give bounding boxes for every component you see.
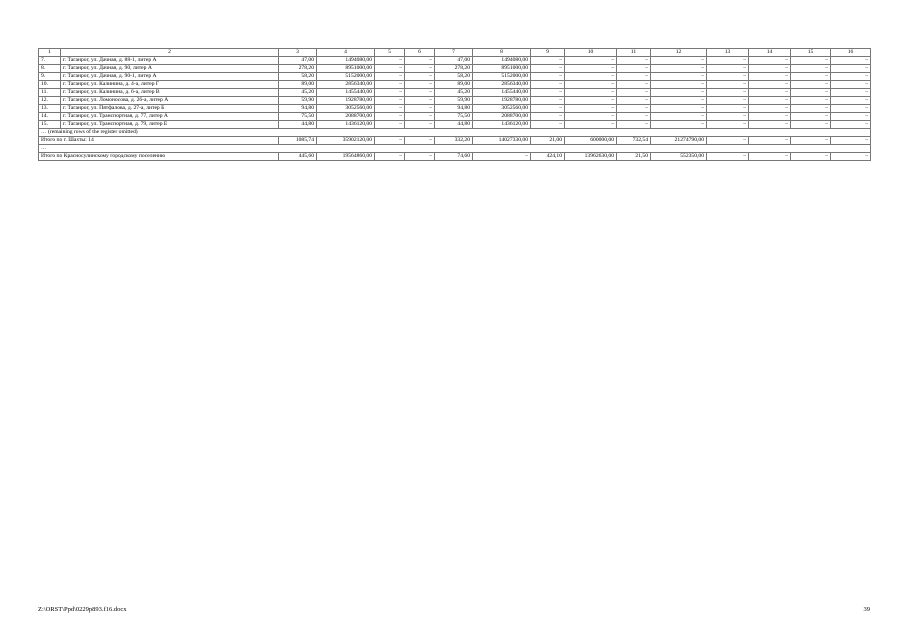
table-cell: – bbox=[375, 97, 405, 105]
table-cell: 1494080,00 bbox=[317, 57, 375, 65]
column-number: 2 bbox=[61, 49, 279, 57]
table-cell: – bbox=[749, 65, 791, 73]
table-cell: – bbox=[791, 153, 831, 161]
table-cell: г. Таганрог, ул. Калинина, д. 4-а, литер Г bbox=[61, 81, 279, 89]
table-cell: – bbox=[565, 65, 617, 73]
table-cell: – bbox=[749, 89, 791, 97]
table-cell: – bbox=[831, 137, 871, 145]
table-cell: – bbox=[617, 97, 651, 105]
table-cell: 75,50 bbox=[435, 113, 473, 121]
table-cell: 5152000,00 bbox=[473, 73, 531, 81]
table-cell: 1436120,00 bbox=[317, 121, 375, 129]
table-cell: 600000,00 bbox=[565, 137, 617, 145]
table-cell: г. Таганрог, ул. Ломоносова, д. 26-а, литер А bbox=[61, 97, 279, 105]
column-number: 5 bbox=[375, 49, 405, 57]
table-cell: – bbox=[531, 65, 565, 73]
table-cell: – bbox=[617, 57, 651, 65]
table-cell: – bbox=[791, 121, 831, 129]
table-cell: 59,90 bbox=[279, 97, 317, 105]
table-cell: – bbox=[565, 73, 617, 81]
table-cell: – bbox=[617, 73, 651, 81]
table-cell: – bbox=[405, 137, 435, 145]
table-row bbox=[39, 65, 871, 73]
table-cell: – bbox=[617, 105, 651, 113]
table-cell: – bbox=[707, 137, 749, 145]
table-cell: 552350,00 bbox=[651, 153, 707, 161]
table-cell: 75,50 bbox=[279, 113, 317, 121]
table-cell: – bbox=[791, 137, 831, 145]
table-cell: 3052560,00 bbox=[317, 105, 375, 113]
total-row bbox=[39, 153, 871, 161]
table-cell: 44,80 bbox=[279, 121, 317, 129]
table-cell: 11. bbox=[39, 89, 61, 97]
table-cell: – bbox=[651, 73, 707, 81]
table-cell: – bbox=[565, 97, 617, 105]
table-cell: – bbox=[651, 113, 707, 121]
table-cell: – bbox=[617, 121, 651, 129]
table-cell: – bbox=[531, 121, 565, 129]
table-row bbox=[39, 89, 871, 97]
table-cell: – bbox=[617, 89, 651, 97]
table-cell: 89,00 bbox=[435, 81, 473, 89]
table-cell: – bbox=[375, 89, 405, 97]
table-cell: – bbox=[531, 73, 565, 81]
table-cell: – bbox=[405, 113, 435, 121]
table-cell: – bbox=[831, 65, 871, 73]
table-cell: – bbox=[707, 97, 749, 105]
table-cell: – bbox=[651, 89, 707, 97]
table-cell: – bbox=[791, 105, 831, 113]
table-cell: – bbox=[405, 65, 435, 73]
register-table bbox=[38, 48, 871, 161]
column-number: 6 bbox=[405, 49, 435, 57]
table-cell: 13962630,00 bbox=[565, 153, 617, 161]
table-cell: г. Таганрог, ул. Транспортная, д. 77, литер А bbox=[61, 113, 279, 121]
table-cell: г. Таганрог, ул. Дачная, д. 90-1, литер А bbox=[61, 73, 279, 81]
table-row bbox=[39, 105, 871, 113]
table-cell: – bbox=[707, 73, 749, 81]
table-cell: – bbox=[707, 57, 749, 65]
table-cell: 2088700,00 bbox=[317, 113, 375, 121]
table-cell: 445,60 bbox=[279, 153, 317, 161]
table-cell: – bbox=[531, 113, 565, 121]
table-cell: – bbox=[791, 113, 831, 121]
table-row bbox=[39, 113, 871, 121]
table-cell: 35902120,00 bbox=[317, 137, 375, 145]
column-number: 4 bbox=[317, 49, 375, 57]
table-cell: – bbox=[651, 121, 707, 129]
column-number: 9 bbox=[531, 49, 565, 57]
document-path: Z:\ORST\Ppd\0229p893.f16.docx bbox=[38, 606, 127, 613]
table-cell: – bbox=[707, 105, 749, 113]
table-cell: – bbox=[831, 97, 871, 105]
table-cell: 47,00 bbox=[279, 57, 317, 65]
table-cell: – bbox=[565, 57, 617, 65]
table-cell: 59,90 bbox=[435, 97, 473, 105]
table-cell: – bbox=[565, 121, 617, 129]
table-cell: – bbox=[707, 81, 749, 89]
table-row bbox=[39, 73, 871, 81]
column-number: 10 bbox=[565, 49, 617, 57]
total-label: Итого по г. Шахты: 14 bbox=[39, 137, 279, 145]
table-cell: – bbox=[375, 57, 405, 65]
table-cell: – bbox=[405, 105, 435, 113]
column-number-row bbox=[39, 49, 871, 57]
table-cell: 2856340,00 bbox=[473, 81, 531, 89]
table-cell: 94,80 bbox=[435, 105, 473, 113]
table-cell: – bbox=[749, 73, 791, 81]
table-cell: 3052560,00 bbox=[473, 105, 531, 113]
table-cell: – bbox=[791, 97, 831, 105]
table-cell: – bbox=[375, 73, 405, 81]
table-cell: – bbox=[749, 113, 791, 121]
table-cell: 14. bbox=[39, 113, 61, 121]
table-cell: – bbox=[749, 81, 791, 89]
table-cell: – bbox=[831, 89, 871, 97]
table-cell: – bbox=[617, 65, 651, 73]
table-row bbox=[39, 121, 871, 129]
table-cell: – bbox=[831, 73, 871, 81]
table-cell: – bbox=[375, 137, 405, 145]
table-cell: г. Таганрог, ул. Дачная, д. 88-1, литер А bbox=[61, 57, 279, 65]
ellipsis-note: … (remaining rows of the register omitted) bbox=[39, 129, 871, 137]
table-cell: – bbox=[651, 57, 707, 65]
table-cell: – bbox=[651, 81, 707, 89]
table-cell: 47,00 bbox=[435, 57, 473, 65]
table-cell: – bbox=[831, 81, 871, 89]
table-cell: 74,60 bbox=[435, 153, 473, 161]
table-cell: – bbox=[651, 65, 707, 73]
column-number: 11 bbox=[617, 49, 651, 57]
table-cell: – bbox=[791, 81, 831, 89]
table-cell: – bbox=[707, 65, 749, 73]
table-cell: 1436120,00 bbox=[473, 121, 531, 129]
table-cell: – bbox=[565, 81, 617, 89]
table-cell: – bbox=[565, 89, 617, 97]
page-number: 39 bbox=[863, 606, 870, 613]
ellipsis-row bbox=[39, 129, 871, 137]
table-cell: 45,20 bbox=[435, 89, 473, 97]
document-page bbox=[38, 48, 870, 161]
table-cell: г. Таганрог, ул. Дачная, д. 90, литер А bbox=[61, 65, 279, 73]
table-cell: – bbox=[375, 121, 405, 129]
table-cell: 1455440,00 bbox=[473, 89, 531, 97]
table-cell: – bbox=[617, 113, 651, 121]
total-row bbox=[39, 137, 871, 145]
table-cell: – bbox=[375, 113, 405, 121]
table-cell: 278,20 bbox=[435, 65, 473, 73]
table-row bbox=[39, 57, 871, 65]
table-cell: – bbox=[375, 65, 405, 73]
table-cell: 58,20 bbox=[435, 73, 473, 81]
table-cell: 2856340,00 bbox=[317, 81, 375, 89]
table-cell: – bbox=[707, 153, 749, 161]
table-cell: – bbox=[375, 153, 405, 161]
table-cell: – bbox=[531, 57, 565, 65]
table-cell: 1928780,00 bbox=[473, 97, 531, 105]
table-cell: 19564860,00 bbox=[317, 153, 375, 161]
table-cell: – bbox=[831, 113, 871, 121]
table-cell: 732,54 bbox=[617, 137, 651, 145]
table-cell: – bbox=[565, 105, 617, 113]
table-cell: 278,20 bbox=[279, 65, 317, 73]
table-cell: 21274790,00 bbox=[651, 137, 707, 145]
ellipsis-row bbox=[39, 145, 871, 153]
table-cell: – bbox=[531, 105, 565, 113]
table-cell: – bbox=[651, 97, 707, 105]
column-number: 16 bbox=[831, 49, 871, 57]
table-cell: г. Таганрог, ул. Пятфалова, д. 27-а, литер Б bbox=[61, 105, 279, 113]
table-cell: – bbox=[791, 73, 831, 81]
table-cell: – bbox=[707, 89, 749, 97]
table-cell: – bbox=[749, 105, 791, 113]
table-cell: 89,00 bbox=[279, 81, 317, 89]
table-cell: 332,20 bbox=[435, 137, 473, 145]
table-cell: – bbox=[405, 121, 435, 129]
table-cell: 424,10 bbox=[531, 153, 565, 161]
table-cell: – bbox=[749, 121, 791, 129]
table-cell: – bbox=[707, 113, 749, 121]
ellipsis-note: … bbox=[39, 145, 871, 153]
table-cell: 2088700,00 bbox=[473, 113, 531, 121]
table-cell: 1494080,00 bbox=[473, 57, 531, 65]
table-row bbox=[39, 81, 871, 89]
table-cell: 45,20 bbox=[279, 89, 317, 97]
table-cell: 58,20 bbox=[279, 73, 317, 81]
table-cell: – bbox=[375, 105, 405, 113]
column-number: 13 bbox=[707, 49, 749, 57]
column-number: 14 bbox=[749, 49, 791, 57]
table-cell: – bbox=[405, 81, 435, 89]
column-number: 1 bbox=[39, 49, 61, 57]
table-cell: – bbox=[831, 57, 871, 65]
table-cell: – bbox=[831, 121, 871, 129]
table-cell: – bbox=[405, 57, 435, 65]
table-cell: 8951000,00 bbox=[317, 65, 375, 73]
table-cell: 94,80 bbox=[279, 105, 317, 113]
table-cell: – bbox=[405, 97, 435, 105]
table-cell: – bbox=[791, 89, 831, 97]
table-cell: 10. bbox=[39, 81, 61, 89]
table-cell: 8951000,00 bbox=[473, 65, 531, 73]
table-cell: 13. bbox=[39, 105, 61, 113]
column-number: 3 bbox=[279, 49, 317, 57]
table-cell: 7. bbox=[39, 57, 61, 65]
table-cell: – bbox=[565, 113, 617, 121]
table-cell: – bbox=[405, 89, 435, 97]
table-cell: г. Таганрог, ул. Транспортная, д. 79, литер Е bbox=[61, 121, 279, 129]
table-cell: 1085,74 bbox=[279, 137, 317, 145]
table-cell: 14027330,00 bbox=[473, 137, 531, 145]
table-cell: – bbox=[651, 105, 707, 113]
table-cell: 9. bbox=[39, 73, 61, 81]
table-cell: 1455440,00 bbox=[317, 89, 375, 97]
table-cell: – bbox=[831, 153, 871, 161]
table-cell: – bbox=[749, 97, 791, 105]
table-cell: – bbox=[749, 57, 791, 65]
table-cell: – bbox=[375, 81, 405, 89]
total-label: Итого по Красносулинскому городскому поселению bbox=[39, 153, 279, 161]
table-cell: – bbox=[531, 81, 565, 89]
table-cell: – bbox=[791, 57, 831, 65]
table-cell: 21,00 bbox=[531, 137, 565, 145]
table-cell: – bbox=[707, 121, 749, 129]
table-cell: – bbox=[749, 137, 791, 145]
table-cell: 44,80 bbox=[435, 121, 473, 129]
page-footer bbox=[38, 606, 870, 613]
column-number: 12 bbox=[651, 49, 707, 57]
table-cell: 5152000,00 bbox=[317, 73, 375, 81]
table-cell: 12. bbox=[39, 97, 61, 105]
column-number: 7 bbox=[435, 49, 473, 57]
table-cell: 15. bbox=[39, 121, 61, 129]
table-cell: – bbox=[617, 81, 651, 89]
table-cell: – bbox=[749, 153, 791, 161]
column-number: 15 bbox=[791, 49, 831, 57]
table-cell: – bbox=[831, 105, 871, 113]
column-number: 8 bbox=[473, 49, 531, 57]
table-cell: – bbox=[473, 153, 531, 161]
table-cell: – bbox=[531, 97, 565, 105]
table-cell: г. Таганрог, ул. Калинина, д. 6-а, литер В bbox=[61, 89, 279, 97]
table-cell: – bbox=[531, 89, 565, 97]
table-cell: 8. bbox=[39, 65, 61, 73]
table-cell: 21,50 bbox=[617, 153, 651, 161]
table-cell: – bbox=[405, 153, 435, 161]
table-cell: 1928780,00 bbox=[317, 97, 375, 105]
table-row bbox=[39, 97, 871, 105]
table-cell: – bbox=[405, 73, 435, 81]
table-cell: – bbox=[791, 65, 831, 73]
